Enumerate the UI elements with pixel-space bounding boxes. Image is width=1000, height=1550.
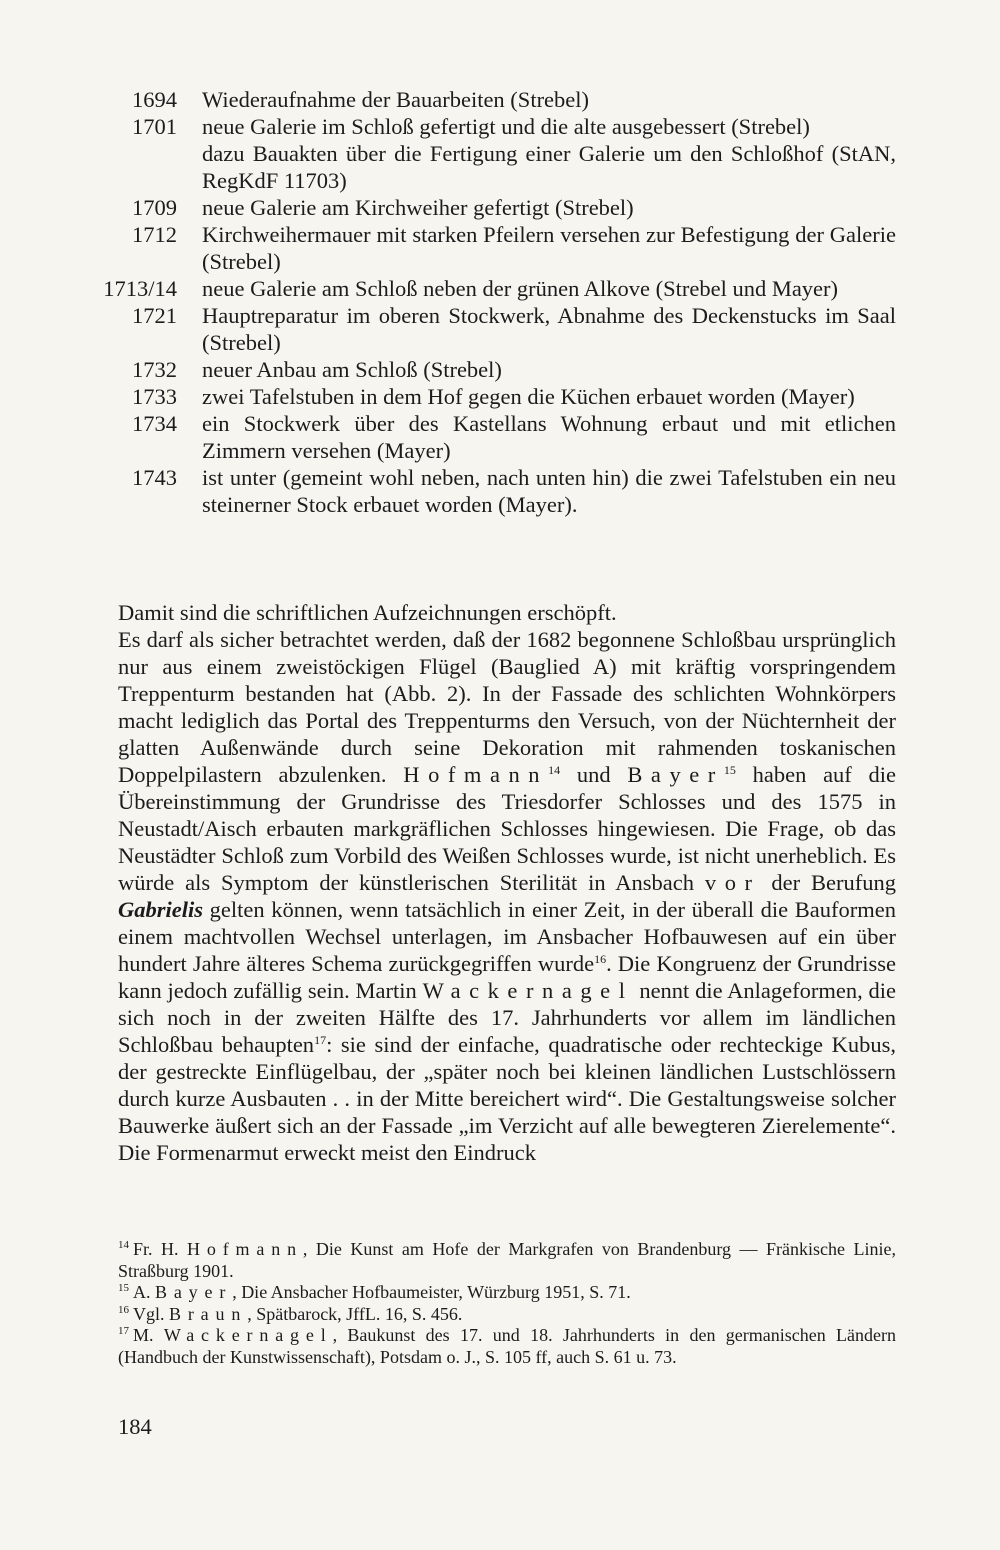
entry-year: 1743: [132, 465, 177, 490]
chronology-list: [90, 86, 896, 518]
text-run: , Die Ansbacher Hofbaumeister, Würzburg 1951, S. 71.: [232, 1282, 631, 1302]
entry-year: 1733: [132, 384, 177, 409]
text-run: : sie sind der einfache, quadratische oder rechteckige Kubus, der gestreckte Einflügelbau, der „später noch bei kleinen ländlichen Lustschlössern durch kurze Ausbauten . . in der Mitte bereichert wird“. Die Gestaltungsweise solcher Bauwerke äußert sich an der Fassade „im Verzicht auf alle bewegteren Zierelemente“. Die Formenarmut erweckt meist den Eindruck: [118, 1032, 896, 1165]
text-run: M.: [133, 1325, 154, 1345]
entry-year: 1732: [132, 357, 177, 382]
entry-description: [202, 356, 896, 383]
entry-description: [202, 383, 896, 410]
entry-description: [202, 275, 896, 302]
entry-description: [202, 302, 896, 356]
chronology-entry: [90, 464, 896, 518]
entry-line: zwei Tafelstuben in dem Hof gegen die Küchen erbauet worden (Mayer): [202, 384, 855, 409]
entry-line: neue Galerie im Schloß gefertigt und die alte ausgebessert (Strebel): [202, 114, 810, 139]
entry-description: [202, 410, 896, 464]
page-number: 184: [118, 1414, 152, 1439]
chronology-entry: [90, 275, 896, 302]
entry-line: dazu Bauakten über die Fertigung einer Galerie um den Schloßhof (StAN, RegKdF 11703): [202, 141, 896, 193]
footnote-number: 14: [118, 1239, 129, 1251]
chronology-entry: [90, 221, 896, 275]
author-name-spaced: Hofmann: [403, 762, 549, 787]
paragraph: [118, 626, 896, 1166]
paragraph: Damit sind die schriftlichen Aufzeichnungen erschöpft.: [118, 600, 617, 625]
footnote-number: 17: [118, 1325, 129, 1337]
footnote: [118, 1325, 896, 1368]
text-run: , Spätbarock, JffL. 16, S. 456.: [247, 1303, 463, 1324]
entry-line: neue Galerie am Schloß neben der grünen Alkove (Strebel und Mayer): [202, 276, 839, 301]
footnote-ref[interactable]: 17: [314, 1033, 327, 1047]
chronology-entry: [90, 113, 896, 194]
text-run: gelten können, wenn tatsächlich in einer Zeit, in der überall die Bauformen einem machtvollen Wechsel unterlagen, im Ansbacher Hofbauwesen auf ein über hundert Jahre älteres Schema zurückgegriffen wurde: [118, 897, 896, 976]
entry-line: ein Stockwerk über des Kastellans Wohnung erbaut und mit etlichen Zimmern versehen (Mayer): [202, 411, 896, 463]
author-name-spaced: Wackernagel: [422, 978, 634, 1003]
text-run: Vgl.: [133, 1303, 165, 1324]
entry-year: 1709: [132, 195, 177, 220]
chronology-entry: [90, 410, 896, 464]
text-run: Es darf als sicher betrachtet werden, daß der 1682 begonnene Schloßbau ursprünglich nur aus einem zweistöckigen Flügel (Bauglied A) mit kräftig vorspringendem Treppenturm bestanden hat (Abb. 2). In der Fassade des schlichten Wohnkörpers macht lediglich das Portal des Treppenturms den Versuch, von der Nüchternheit der glatten Außenwände durch seine Dekoration mit rahmenden toskanischen Doppelpilastern abzulenken.: [118, 627, 896, 787]
entry-line: ist unter (gemeint wohl neben, nach unten hin) die zwei Tafelstuben ein neu steinerner Stock erbauet worden (Mayer).: [202, 465, 896, 517]
footnote: [118, 1239, 896, 1282]
chronology-entry: [90, 86, 896, 113]
entry-description: [202, 194, 896, 221]
text-run: . Die Kongruenz der Grundrisse kann jedoch zufällig sein. Martin: [118, 951, 896, 1003]
text-run: , Die Kunst am Hofe der Markgrafen von Brandenburg — Fränkische Linie, Straßburg 1901.: [118, 1239, 897, 1281]
text-run: der Berufung: [771, 870, 897, 895]
author-name-spaced: Hofmann: [187, 1239, 303, 1259]
entry-year: 1712: [132, 222, 177, 247]
entry-year: 1701: [132, 114, 177, 139]
entry-line: Hauptreparatur im oberen Stockwerk, Abnahme des Deckenstucks im Saal (Strebel): [202, 303, 896, 355]
footnotes: [118, 1239, 896, 1368]
chronology-entry: [90, 383, 896, 410]
entry-line: neuer Anbau am Schloß (Strebel): [202, 357, 502, 382]
footnote-ref[interactable]: 16: [594, 952, 607, 966]
chronology-entry: [90, 356, 896, 383]
entry-description: [202, 86, 896, 113]
footnote: [118, 1282, 896, 1304]
text-run: A.: [133, 1282, 151, 1302]
emphasis-spaced: vor: [704, 870, 761, 895]
entry-line: neue Galerie am Kirchweiher gefertigt (Strebel): [202, 195, 634, 220]
entry-description: [202, 464, 896, 518]
entry-year: 1713/14: [103, 276, 177, 301]
author-name-spaced: Braun: [169, 1303, 248, 1324]
footnote: [118, 1304, 896, 1326]
entry-description: [202, 113, 896, 194]
footnote-number: 15: [118, 1282, 129, 1294]
author-name-spaced: Bayer: [627, 762, 724, 787]
body-text: [118, 599, 896, 1166]
entry-line: Kirchweihermauer mit starken Pfeilern versehen zur Befestigung der Galerie (Strebel): [202, 222, 896, 274]
author-name-spaced: Wackernagel: [163, 1325, 333, 1345]
text-run: und: [576, 762, 611, 787]
footnote-number: 16: [118, 1303, 129, 1316]
emphasis-italic: Gabrielis: [118, 897, 204, 922]
chronology-entry: [90, 194, 896, 221]
entry-year: 1694: [132, 87, 177, 112]
entry-year: 1721: [132, 303, 177, 328]
entry-line: Wiederaufnahme der Bauarbeiten (Strebel): [202, 87, 590, 112]
chronology-entry: [90, 302, 896, 356]
entry-description: [202, 221, 896, 275]
text-run: nennt die Anlageformen, die sich noch in der zweiten Hälfte des 17. Jahrhunderts vor allem im ländlichen Schloßbau behaupten: [118, 978, 897, 1057]
text-run: haben auf die Übereinstimmung der Grundrisse des Triesdorfer Schlosses und des 1575 in Neustadt/Aisch erbauten markgräflichen Schlosses hingewiesen. Die Frage, ob das Neustädter Schloß zum Vorbild des Weißen Schlosses wurde, ist nicht unerheblich. Es würde als Symptom der künstlerischen Sterilität in Ansbach: [118, 762, 897, 895]
entry-year: 1734: [132, 411, 177, 436]
text-run: , Baukunst des 17. und 18. Jahrhunderts in den germanischen Ländern (Handbuch der Kunstwissenschaft), Potsdam o. J., S. 105 ff, auch S. 61 u. 73.: [118, 1325, 897, 1367]
author-name-spaced: Bayer: [155, 1282, 233, 1302]
text-run: Fr. H.: [133, 1239, 179, 1259]
footnote-ref[interactable]: 15: [723, 763, 736, 777]
footnote-ref[interactable]: 14: [548, 763, 561, 777]
